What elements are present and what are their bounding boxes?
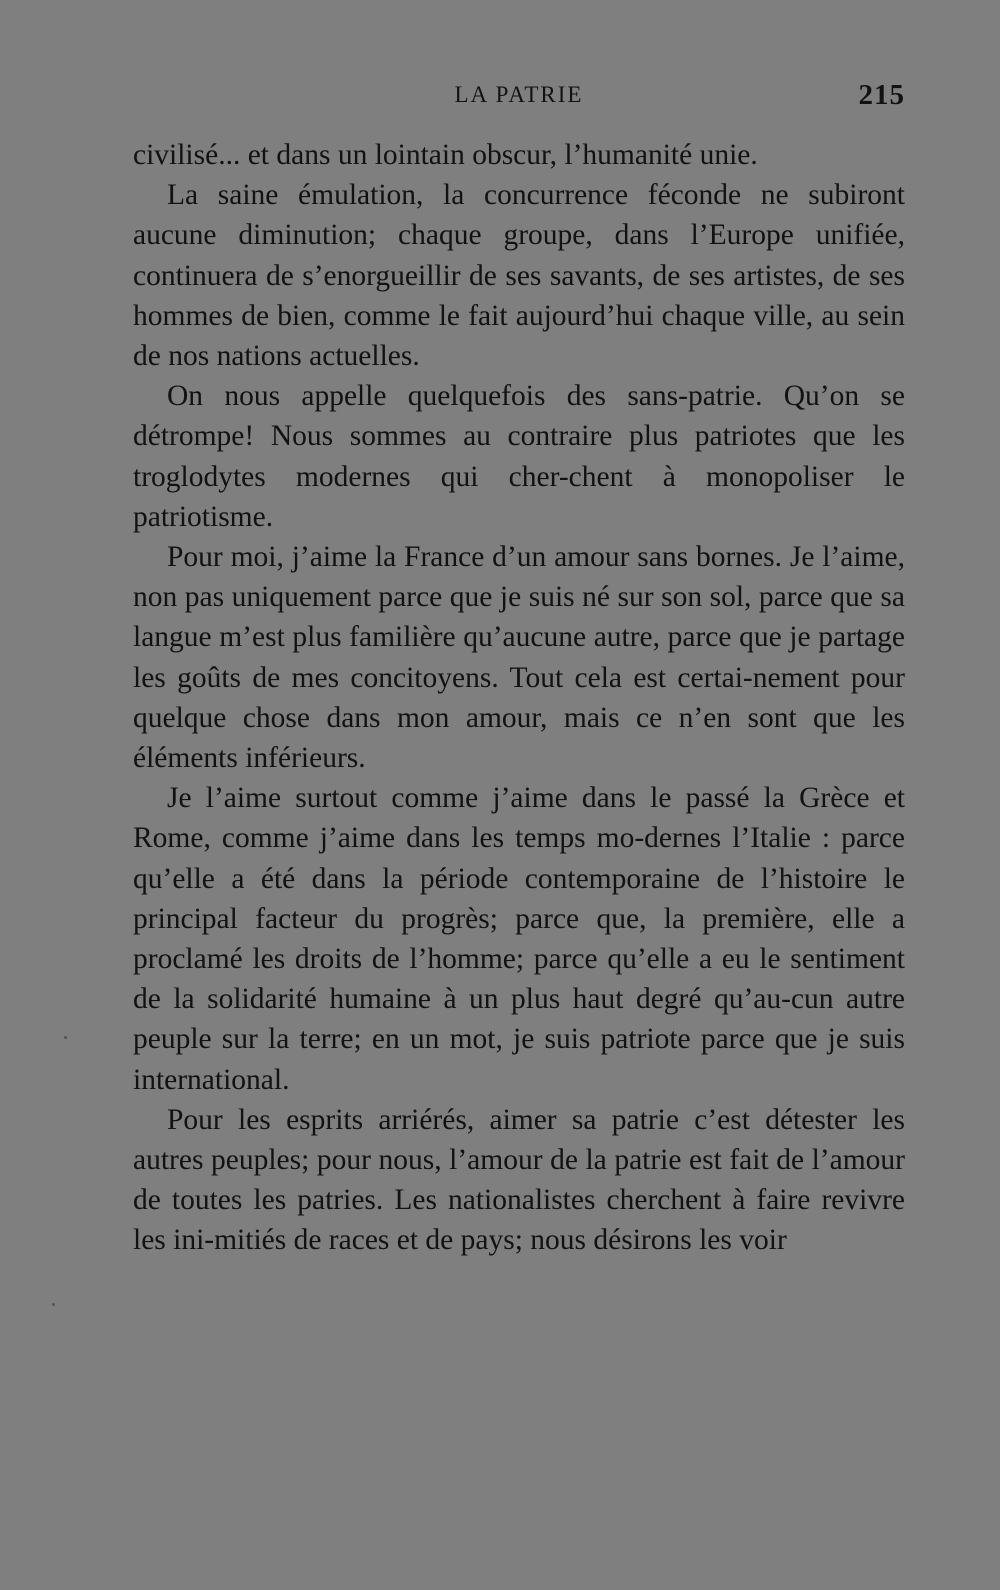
running-title: LA PATRIE xyxy=(454,82,584,107)
paragraph: La saine émulation, la concurrence féconde ne subiront aucune diminution; chaque groupe, dans l’Europe unifiée, continuera de s’enorgueillir de ses savants, de ses artistes, de ses hommes de bien, comme le fait aujourd’hui chaque ville, au sein de nos nations actuelles. xyxy=(133,179,905,373)
paragraph-continued: civilisé... et dans un lointain obscur, l’humanité unie. xyxy=(133,139,758,171)
paragraph: On nous appelle quelquefois des sans-patrie. Qu’on se détrompe! Nous sommes au contraire plus patriotes que les troglodytes modernes qui cher-chent à monopoliser le patriotisme. xyxy=(133,380,905,533)
print-speck xyxy=(64,1036,67,1039)
body-text xyxy=(133,135,905,1261)
page-number: 215 xyxy=(858,79,905,111)
paragraph: Pour les esprits arriérés, aimer sa patrie c’est détester les autres peuples; pour nous, l’amour de la patrie est fait de l’amour de toutes les patries. Les nationalistes cherchent à faire revivre les ini-mitiés de races et de pays; nous désirons les voir xyxy=(133,1103,905,1257)
paragraph: Pour moi, j’aime la France d’un amour sans bornes. Je l’aime, non pas uniquement parce que je suis né sur son sol, parce que sa langue m’est plus familière qu’aucune autre, parce que je partage les goûts de mes concitoyens. Tout cela est certai-nement pour quelque chose dans mon amour, mais ce n’en sont que les éléments inférieurs. xyxy=(133,541,905,775)
print-speck xyxy=(52,1303,55,1306)
paragraph: Je l’aime surtout comme j’aime dans le passé la Grèce et Rome, comme j’aime dans les temps mo-dernes l’Italie : parce qu’elle a été dans la période contemporaine de l’histoire le principal facteur du progrès; parce que, la première, elle a proclamé les droits de l’homme; parce qu’elle a eu le sentiment de la solidarité humaine à un plus haut degré qu’au-cun autre peuple sur la terre; en un mot, je suis patriote parce que je suis international. xyxy=(133,782,905,1096)
page-header xyxy=(133,80,905,116)
